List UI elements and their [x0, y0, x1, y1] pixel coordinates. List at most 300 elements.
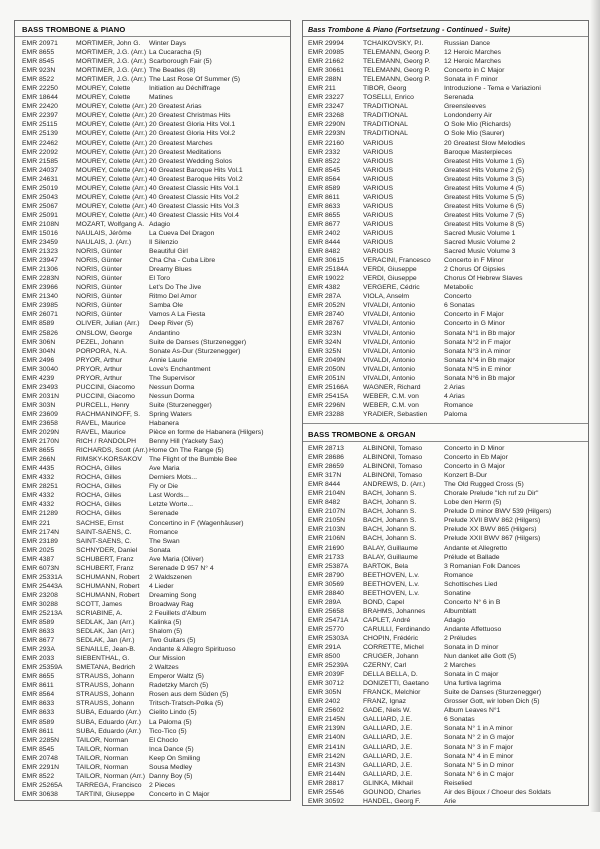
row-title: Matines	[149, 94, 173, 102]
row-title: The Swan	[149, 537, 180, 545]
catalog-row	[15, 518, 290, 527]
catalog-row	[303, 93, 588, 102]
catalog-row	[15, 301, 290, 310]
row-ref: EMR 19022	[308, 275, 344, 283]
row-title: The Last Rose Of Summer (5)	[149, 76, 241, 84]
row-title: Ave Maria	[149, 465, 180, 473]
catalog-row	[15, 347, 290, 356]
row-ref: EMR 2105N	[308, 517, 346, 525]
row-ref: EMR 8677	[22, 637, 55, 645]
row-composer: FRANCK, Melchior	[363, 689, 421, 697]
row-composer: PUCCINI, Giacomo	[76, 392, 135, 400]
catalog-row	[15, 220, 290, 229]
row-composer: MORTIMER, J.G. (Arr.)	[76, 49, 147, 57]
catalog-row	[303, 274, 588, 283]
section-bass-trombone-organ	[303, 423, 588, 806]
catalog-row	[15, 636, 290, 645]
row-title: 2 Pieces	[149, 781, 176, 789]
row-composer: NORIS, Günter	[76, 293, 123, 301]
catalog-row	[303, 238, 588, 247]
row-ref: EMR 293A	[22, 646, 55, 654]
catalog-row	[303, 139, 588, 148]
row-ref: EMR 23208	[22, 591, 58, 599]
row-composer: VIVALDI, Antonio	[363, 329, 416, 337]
row-title: Initiation au Déchiffrage	[149, 85, 221, 93]
row-composer: TARREGA, Francisco	[76, 781, 142, 789]
catalog-row	[303, 184, 588, 193]
catalog-row	[15, 555, 290, 564]
catalog-row	[303, 120, 588, 129]
row-ref: EMR 28251	[22, 483, 58, 491]
row-title: Derniers Mots...	[149, 474, 197, 482]
row-ref: EMR 28840	[308, 589, 344, 597]
row-composer: VERGERE, Cédric	[363, 284, 420, 292]
catalog-row	[15, 455, 290, 464]
column-left	[14, 20, 291, 801]
row-title: La Cucaracha (5)	[149, 49, 202, 57]
row-ref: EMR 221	[22, 519, 51, 527]
row-ref: EMR 8522	[308, 157, 341, 165]
row-ref: EMR 20985	[308, 49, 344, 57]
row-title: 2 Arias	[444, 383, 465, 391]
row-title: Lobe den Herrn (5)	[444, 499, 502, 507]
row-composer: SAINT-SAËNS, C.	[76, 528, 132, 536]
row-ref: EMR 8589	[22, 619, 55, 627]
catalog-row	[15, 39, 290, 48]
row-composer: GALLIARD, J.E.	[363, 761, 413, 769]
catalog-row	[15, 356, 290, 365]
section-title-bass-trombone-piano-continued: Bass Trombone & Piano (Fortsetzung - Continued - Suite)	[303, 21, 588, 37]
row-composer: MORTIMER, J.G. (Arr.)	[76, 58, 147, 66]
row-title: Concerto in F Major	[444, 311, 504, 319]
row-composer: FRANZ, Ignaz	[363, 698, 407, 706]
row-title: 4 Lieder	[149, 582, 174, 590]
row-title: Concerto	[444, 293, 472, 301]
row-ref: EMR 8633	[22, 628, 55, 636]
row-ref: EMR 25265A	[22, 781, 63, 789]
catalog-row	[303, 102, 588, 111]
catalog-row	[303, 374, 588, 383]
row-ref: EMR 2402	[308, 230, 341, 237]
row-composer: BEETHOVEN, L.v.	[363, 571, 420, 579]
catalog-row	[303, 507, 588, 516]
row-title: 20 Greatest Gloria Hits Vol.1	[149, 121, 236, 129]
row-title: Annie Laurie	[149, 356, 188, 364]
row-title: Concerto in F Minor	[444, 257, 504, 265]
row-composer: RAVEL, Maurice	[76, 419, 126, 427]
row-title: Last Words...	[149, 492, 189, 500]
row-ref: EMR 25770	[308, 625, 344, 633]
row-title: 2 Chorus Of Gipsies	[444, 266, 506, 274]
catalog-row	[15, 75, 290, 84]
catalog-row	[15, 672, 290, 681]
row-ref: EMR 25239A	[308, 662, 349, 670]
catalog-row	[303, 489, 588, 498]
row-title: Home On The Range (5)	[149, 447, 224, 455]
catalog-row	[15, 428, 290, 437]
row-composer: DELLA BELLA, D.	[363, 671, 418, 679]
row-ref: EMR 8655	[22, 673, 55, 681]
row-ref: EMR 26071	[22, 311, 58, 319]
row-ref: EMR 2139N	[308, 725, 346, 733]
row-composer: VERACINI, Francesco	[363, 257, 431, 265]
catalog-row	[303, 48, 588, 57]
row-composer: SCRIABINE, A.	[76, 609, 123, 617]
row-ref: EMR 8611	[22, 682, 54, 690]
catalog-row	[303, 534, 588, 543]
row-title: Letzte Worte...	[149, 501, 194, 509]
row-ref: EMR 8655	[22, 447, 55, 455]
row-ref: EMR 24037	[22, 166, 58, 174]
row-composer: CRÜGER, Johann	[363, 653, 419, 661]
row-ref: EMR 2141N	[308, 743, 346, 751]
row-ref: EMR 28767	[308, 320, 344, 328]
row-ref: EMR 25091	[22, 211, 58, 219]
row-composer: PURCELL, Henry	[76, 401, 130, 409]
row-composer: GADE, Niels W.	[363, 707, 411, 715]
row-title: 20 Greatest Wedding Solos	[149, 157, 232, 165]
row-title: 2 Préludes	[444, 634, 477, 642]
catalog-row	[15, 93, 290, 102]
catalog-row	[15, 329, 290, 338]
row-ref: EMR 21733	[308, 553, 344, 561]
row-ref: EMR 4382	[308, 284, 341, 292]
row-ref: EMR 2170N	[22, 438, 60, 446]
row-ref: EMR 23658	[22, 419, 58, 427]
row-composer: NORIS, Günter	[76, 311, 123, 319]
catalog-row	[303, 129, 588, 138]
row-ref: EMR 21289	[22, 510, 58, 518]
row-ref: EMR 30569	[308, 580, 344, 588]
row-title: Love's Enchantment	[149, 365, 211, 373]
row-title: Andante et Allegretto	[444, 544, 508, 552]
row-title: 40 Greatest Classic Hits Vol.2	[149, 193, 239, 201]
row-ref: EMR 2103N	[308, 526, 346, 534]
row-title: Dreamy Blues	[149, 266, 192, 274]
row-composer: MOUREY, Colette (Arr.)	[76, 139, 148, 147]
catalog-row	[15, 718, 290, 727]
row-title: Prélude et Ballade	[444, 553, 500, 561]
row-title: Schottisches Lied	[444, 580, 498, 588]
row-ref: EMR 28817	[308, 779, 344, 787]
row-title: Sonate As-Dur (Sturzenegger)	[149, 347, 241, 355]
row-title: Vamos A La Fiesta	[149, 311, 206, 319]
row-composer: TAILOR, Norman	[76, 736, 128, 744]
catalog-row	[15, 754, 290, 763]
row-composer: NAULAIS, J. (Arr.)	[76, 239, 132, 247]
row-ref: EMR 8611	[22, 727, 54, 735]
row-title: El Toro	[149, 275, 171, 283]
row-composer: GOUNOD, Charles	[363, 788, 421, 796]
row-ref: EMR 8482	[308, 248, 341, 256]
catalog-row	[303, 453, 588, 462]
row-ref: EMR 30638	[22, 790, 58, 798]
row-composer: ALBINONI, Tomaso	[363, 454, 423, 462]
row-ref: EMR 2332	[308, 148, 341, 156]
catalog-row	[15, 690, 290, 699]
row-title: Concerto in D Minor	[444, 444, 505, 452]
row-ref: EMR 304N	[22, 347, 56, 355]
row-title: 4 Arias	[444, 392, 465, 400]
row-ref: EMR 4387	[22, 555, 55, 563]
row-composer: NORIS, Günter	[76, 257, 123, 265]
row-composer: STRAUSS, Johann	[76, 673, 135, 681]
row-composer: SAINT-SAËNS, C.	[76, 537, 132, 545]
catalog-row	[303, 715, 588, 724]
row-title: Inca Dance (5)	[149, 745, 194, 753]
row-title: Sacred Music Volume 3	[444, 248, 516, 256]
row-composer: VIVALDI, Antonio	[363, 356, 416, 364]
row-title: O Sole Mio (Richards)	[444, 121, 511, 129]
row-title: Kalinka (5)	[149, 619, 182, 627]
row-composer: BACH, Johann S.	[363, 499, 417, 507]
catalog-row	[15, 781, 290, 790]
catalog-row	[303, 643, 588, 652]
row-composer: CZERNY, Carl	[363, 662, 407, 670]
row-composer: VARIOUS	[363, 230, 394, 237]
row-title: Spring Waters	[149, 410, 192, 418]
catalog-row	[15, 319, 290, 328]
row-composer: BACH, Johann S.	[363, 508, 417, 516]
row-composer: WAGNER, Richard	[363, 383, 421, 391]
catalog-row	[303, 256, 588, 265]
catalog-row	[15, 410, 290, 419]
catalog-row	[15, 111, 290, 120]
row-title: Concerto in Eb Major	[444, 454, 508, 462]
catalog-row	[15, 727, 290, 736]
row-ref: EMR 2296N	[308, 401, 346, 409]
row-ref: EMR 25602	[308, 707, 344, 715]
row-title: 2 Feuillets d'Album	[149, 609, 207, 617]
row-composer: ROCHA, Gilles	[76, 492, 122, 500]
row-title: Radetzky March (5)	[149, 682, 209, 690]
row-title: Russian Dance	[444, 40, 491, 48]
row-title: 6 Sonatas	[444, 716, 475, 724]
row-composer: SCHNYDER, Daniel	[76, 546, 138, 554]
row-title: Sonata N° 3 in F major	[444, 743, 513, 751]
row-composer: NORIS, Günter	[76, 248, 123, 256]
row-title: Greatest Hits Volume 6 (5)	[444, 202, 525, 210]
catalog-row	[303, 365, 588, 374]
catalog-row	[15, 582, 290, 591]
row-ref: EMR 25115	[22, 121, 58, 129]
catalog-row	[15, 66, 290, 75]
row-ref: EMR 2145N	[308, 716, 346, 724]
row-ref: EMR 2293N	[308, 130, 346, 138]
row-composer: RICH / RANDOLPH	[76, 438, 137, 446]
section-bass-trombone-piano	[15, 21, 290, 799]
row-title: Sonata N°5 in E minor	[444, 365, 512, 373]
row-composer: ROCHA, Gilles	[76, 510, 122, 518]
catalog-row	[15, 120, 290, 129]
row-title: Concerto N° 6 in B	[444, 598, 501, 606]
catalog-row	[303, 697, 588, 706]
row-composer: MOZART, Wolfgang A.	[76, 220, 145, 228]
row-title: Sonata N° 6 in C major	[444, 770, 514, 778]
row-ref: EMR 8633	[22, 700, 55, 708]
row-composer: ONSLOW, George	[76, 329, 133, 337]
row-title: Sonata N°4 in Bb major	[444, 356, 516, 364]
row-ref: EMR 21323	[22, 248, 58, 256]
catalog-row	[15, 654, 290, 663]
catalog-row	[303, 562, 588, 571]
row-ref: EMR 25139	[22, 130, 58, 138]
row-composer: BALAY, Guillaume	[363, 544, 418, 552]
row-title: Nessun Dorma	[149, 392, 195, 400]
row-title: Rosen aus dem Süden (5)	[149, 691, 229, 699]
catalog-row	[303, 220, 588, 229]
row-ref: EMR 291A	[308, 644, 341, 652]
row-composer: MOUREY, Colette (Arr.)	[76, 211, 148, 219]
catalog-row	[303, 310, 588, 319]
row-composer: SCHUMANN, Robert	[76, 582, 140, 590]
row-title: 20 Greatest Christmas Hits	[149, 112, 231, 120]
catalog-row	[15, 129, 290, 138]
row-ref: EMR 8633	[308, 202, 341, 210]
row-title: Shalom (5)	[149, 628, 183, 636]
row-ref: EMR 4332	[22, 492, 55, 500]
catalog-row	[15, 229, 290, 238]
catalog-row	[303, 202, 588, 211]
row-title: Suite de Danses (Sturzenegger)	[149, 338, 247, 346]
row-composer: MOUREY, Colette (Arr.)	[76, 184, 148, 192]
catalog-row	[303, 392, 588, 401]
catalog-row	[15, 247, 290, 256]
catalog-row	[15, 211, 290, 220]
row-title: Album Leaves N°1	[444, 707, 501, 715]
row-composer: RIMSKY-KORSAKOV	[76, 456, 142, 464]
row-ref: EMR 30040	[22, 365, 58, 373]
row-ref: EMR 22160	[308, 139, 344, 147]
row-ref: EMR 2029N	[22, 429, 60, 437]
row-composer: VARIOUS	[363, 211, 394, 219]
row-composer: VARIOUS	[363, 202, 394, 210]
catalog-row	[303, 283, 588, 292]
row-title: Danny Boy (5)	[149, 772, 193, 780]
catalog-row	[15, 139, 290, 148]
row-ref: EMR 8500	[308, 653, 341, 661]
row-ref: EMR 30661	[308, 67, 344, 75]
row-ref: EMR 28686	[308, 454, 344, 462]
row-title: Arie	[444, 797, 457, 805]
row-title: Metabolic	[444, 284, 474, 292]
catalog-row	[303, 338, 588, 347]
row-title: Romance	[444, 401, 474, 409]
catalog-row	[303, 589, 588, 598]
row-composer: VIVALDI, Antonio	[363, 374, 416, 382]
row-ref: EMR 28790	[308, 571, 344, 579]
row-composer: VIVALDI, Antonio	[363, 365, 416, 373]
row-ref: EMR 23985	[22, 302, 58, 310]
catalog-row	[303, 410, 588, 419]
catalog-row	[303, 301, 588, 310]
row-composer: NORIS, Günter	[76, 284, 123, 292]
catalog-row	[15, 591, 290, 600]
row-ref: EMR 2106N	[308, 535, 346, 543]
row-composer: RACHMANINOFF, S.	[76, 410, 141, 418]
row-composer: VIVALDI, Antonio	[363, 347, 416, 355]
catalog-row	[15, 446, 290, 455]
catalog-row	[15, 745, 290, 754]
row-composer: VIVALDI, Antonio	[363, 302, 416, 310]
row-title: Tritsch-Tratsch-Polka (5)	[149, 700, 224, 708]
row-ref: EMR 28740	[308, 311, 344, 319]
row-composer: CORRETTE, Michel	[363, 644, 424, 652]
row-ref: EMR 25184A	[308, 266, 349, 274]
row-composer: GALLIARD, J.E.	[363, 716, 413, 724]
catalog-row	[15, 48, 290, 57]
row-title: Tico-Tico (5)	[149, 727, 187, 735]
row-title: El Choclo	[149, 736, 179, 744]
row-ref: EMR 28713	[308, 444, 344, 452]
row-ref: EMR 324N	[308, 338, 342, 346]
catalog-row	[15, 84, 290, 93]
row-title: 20 Greatest Marches	[149, 139, 213, 147]
catalog-row	[303, 652, 588, 661]
row-title: Serenade D 957 N° 4	[149, 564, 214, 572]
catalog-row	[303, 770, 588, 779]
row-ref: EMR 23947	[22, 257, 58, 265]
row-composer: MOUREY, Colette (Arr.)	[76, 157, 148, 165]
row-ref: EMR 18644	[22, 94, 58, 102]
row-title: Albumblatt	[444, 607, 477, 615]
row-ref: EMR 29994	[308, 40, 344, 48]
row-title: Sacred Music Volume 1	[444, 230, 516, 237]
row-title: Sonata	[149, 546, 171, 554]
catalog-row	[15, 482, 290, 491]
row-composer: GALLIARD, J.E.	[363, 734, 413, 742]
row-title: Sonata N° 4 in E minor	[444, 752, 514, 760]
row-title: 12 Heroic Marches	[444, 58, 502, 66]
row-composer: TRADITIONAL	[363, 121, 408, 129]
row-title: 2 Marches	[444, 662, 476, 670]
row-composer: TRADITIONAL	[363, 130, 408, 138]
row-title: Air des Bijoux / Choeur des Soldats	[444, 788, 551, 796]
row-title: Keep On Smiling	[149, 754, 201, 762]
row-ref: EMR 923N	[22, 67, 56, 75]
row-ref: EMR 325N	[308, 347, 342, 355]
row-title: Romance	[444, 571, 474, 579]
row-ref: EMR 2051N	[308, 374, 346, 382]
catalog-row	[303, 356, 588, 365]
catalog-row	[303, 607, 588, 616]
catalog-row	[15, 365, 290, 374]
row-title: 3 Romanian Folk Dances	[444, 562, 521, 570]
row-composer: MOUREY, Colette (Arr.)	[76, 175, 148, 183]
section-title-bass-trombone-piano: BASS TROMBONE & PIANO	[15, 21, 290, 37]
row-title: Sousa Medley	[149, 763, 193, 771]
catalog-row	[303, 319, 588, 328]
catalog-row	[15, 663, 290, 672]
catalog-row	[15, 790, 290, 799]
row-ref: EMR 8522	[22, 772, 55, 780]
row-composer: VARIOUS	[363, 248, 394, 256]
row-ref: EMR 20971	[22, 40, 58, 48]
row-composer: PORPORA, N.A.	[76, 347, 127, 355]
catalog-row	[303, 679, 588, 688]
row-title: Paloma	[444, 410, 468, 418]
row-composer: WEBER, C.M. von	[363, 392, 419, 400]
catalog-row	[15, 338, 290, 347]
catalog-row	[15, 238, 290, 247]
row-composer: YRADIER, Sebastien	[363, 410, 428, 418]
row-composer: SEDLAK, Jan (Arr.)	[76, 628, 135, 636]
row-title: 20 Greatest Slow Melodies	[444, 139, 526, 147]
row-ref: EMR 303N	[22, 401, 56, 409]
row-ref: EMR 25443A	[22, 582, 63, 590]
catalog-row	[15, 528, 290, 537]
row-composer: SUBA, Eduardo (Arr.)	[76, 718, 141, 726]
